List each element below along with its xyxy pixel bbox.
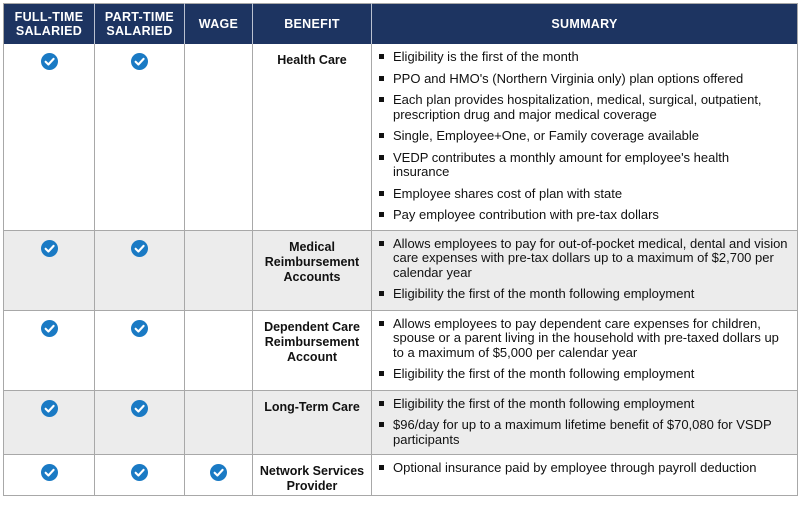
list-item xyxy=(378,93,789,122)
square-bullet-icon xyxy=(379,133,384,138)
summary-text: $96/day for up to a maximum lifetime benefit of $70,080 for VSDP participants xyxy=(393,417,772,447)
table-row xyxy=(4,310,798,390)
square-bullet-icon xyxy=(379,465,384,470)
summary-list xyxy=(378,461,789,476)
cell-wage xyxy=(185,230,253,310)
cell-full-time xyxy=(4,454,95,495)
summary-list xyxy=(378,397,789,448)
cell-full-time xyxy=(4,44,95,230)
benefit-name: Long-Term Care xyxy=(253,390,372,454)
square-bullet-icon xyxy=(379,76,384,81)
list-item xyxy=(378,187,789,202)
checkmark-icon xyxy=(41,400,58,417)
summary-cell xyxy=(372,454,798,495)
cell-wage xyxy=(185,44,253,230)
list-item xyxy=(378,151,789,180)
cell-part-time xyxy=(95,390,185,454)
summary-list xyxy=(378,50,789,223)
table-row xyxy=(4,454,798,495)
header-summary: SUMMARY xyxy=(372,4,798,45)
summary-text: Eligibility the first of the month following employment xyxy=(393,395,695,411)
summary-cell xyxy=(372,310,798,390)
header-wage: WAGE xyxy=(185,4,253,45)
summary-text: Allows employees to pay for out-of-pocket medical, dental and vision care expenses with pre-tax dollars up to a maximum of $2,700 per calendar year xyxy=(393,235,788,280)
header-benefit: BENEFIT xyxy=(253,4,372,45)
square-bullet-icon xyxy=(379,191,384,196)
checkmark-icon xyxy=(41,53,58,70)
table-header xyxy=(4,4,798,45)
square-bullet-icon xyxy=(379,54,384,59)
list-item xyxy=(378,461,789,476)
checkmark-icon xyxy=(210,464,227,481)
checkmark-icon xyxy=(41,320,58,337)
checkmark-icon xyxy=(41,240,58,257)
table-body xyxy=(4,44,798,495)
summary-text: Eligibility is the first of the month xyxy=(393,49,579,64)
cell-wage xyxy=(185,310,253,390)
checkmark-icon xyxy=(131,464,148,481)
list-item xyxy=(378,237,789,281)
table-row xyxy=(4,230,798,310)
checkmark-icon xyxy=(131,400,148,417)
list-item xyxy=(378,367,789,382)
checkmark-icon xyxy=(131,240,148,257)
list-item xyxy=(378,397,789,412)
square-bullet-icon xyxy=(379,155,384,160)
list-item xyxy=(378,317,789,361)
square-bullet-icon xyxy=(379,97,384,102)
summary-text: Eligibility the first of the month following employment xyxy=(393,366,695,381)
summary-text: Each plan provides hospitalization, medical, surgical, outpatient, prescription drug and major medical coverage xyxy=(393,92,762,122)
cell-wage xyxy=(185,390,253,454)
cell-part-time xyxy=(95,230,185,310)
header-full-time-salaried: FULL-TIME SALARIED xyxy=(4,4,95,45)
summary-text: Eligibility the first of the month following employment xyxy=(393,286,695,301)
benefit-name: Medical Reimbursement Accounts xyxy=(253,230,372,310)
table-row xyxy=(4,44,798,230)
square-bullet-icon xyxy=(379,401,384,406)
table-row xyxy=(4,390,798,454)
benefit-name: Dependent Care Reimbursement Account xyxy=(253,310,372,390)
checkmark-icon xyxy=(131,53,148,70)
summary-text: PPO and HMO's (Northern Virginia only) plan options offered xyxy=(393,70,744,86)
square-bullet-icon xyxy=(379,371,384,376)
summary-text: Optional insurance paid by employee through payroll deduction xyxy=(393,459,757,475)
benefit-name: Network Services Provider xyxy=(253,454,372,495)
summary-text: VEDP contributes a monthly amount for employee's health insurance xyxy=(393,149,730,179)
square-bullet-icon xyxy=(379,321,384,326)
benefit-name: Health Care xyxy=(253,44,372,230)
summary-text: Employee shares cost of plan with state xyxy=(393,185,623,201)
summary-list xyxy=(378,317,789,382)
summary-cell xyxy=(372,390,798,454)
cell-wage xyxy=(185,454,253,495)
list-item xyxy=(378,50,789,65)
summary-text: Allows employees to pay dependent care expenses for children, spouse or a parent living in the household with pre-taxed dollars up to a maximum of $5,000 per calendar year xyxy=(393,315,779,360)
summary-text: Single, Employee+One, or Family coverage available xyxy=(393,128,700,143)
summary-text: Pay employee contribution with pre-tax dollars xyxy=(393,207,659,222)
checkmark-icon xyxy=(41,464,58,481)
list-item xyxy=(378,72,789,87)
header-part-time-salaried: PART-TIME SALARIED xyxy=(95,4,185,45)
benefits-table xyxy=(3,3,798,496)
cell-full-time xyxy=(4,230,95,310)
checkmark-icon xyxy=(131,320,148,337)
list-item xyxy=(378,129,789,144)
cell-full-time xyxy=(4,310,95,390)
list-item xyxy=(378,208,789,223)
list-item xyxy=(378,418,789,447)
summary-cell xyxy=(372,44,798,230)
cell-part-time xyxy=(95,454,185,495)
cell-part-time xyxy=(95,44,185,230)
square-bullet-icon xyxy=(379,212,384,217)
cell-full-time xyxy=(4,390,95,454)
cell-part-time xyxy=(95,310,185,390)
square-bullet-icon xyxy=(379,422,384,427)
summary-cell xyxy=(372,230,798,310)
summary-list xyxy=(378,237,789,302)
square-bullet-icon xyxy=(379,241,384,246)
list-item xyxy=(378,287,789,302)
square-bullet-icon xyxy=(379,291,384,296)
